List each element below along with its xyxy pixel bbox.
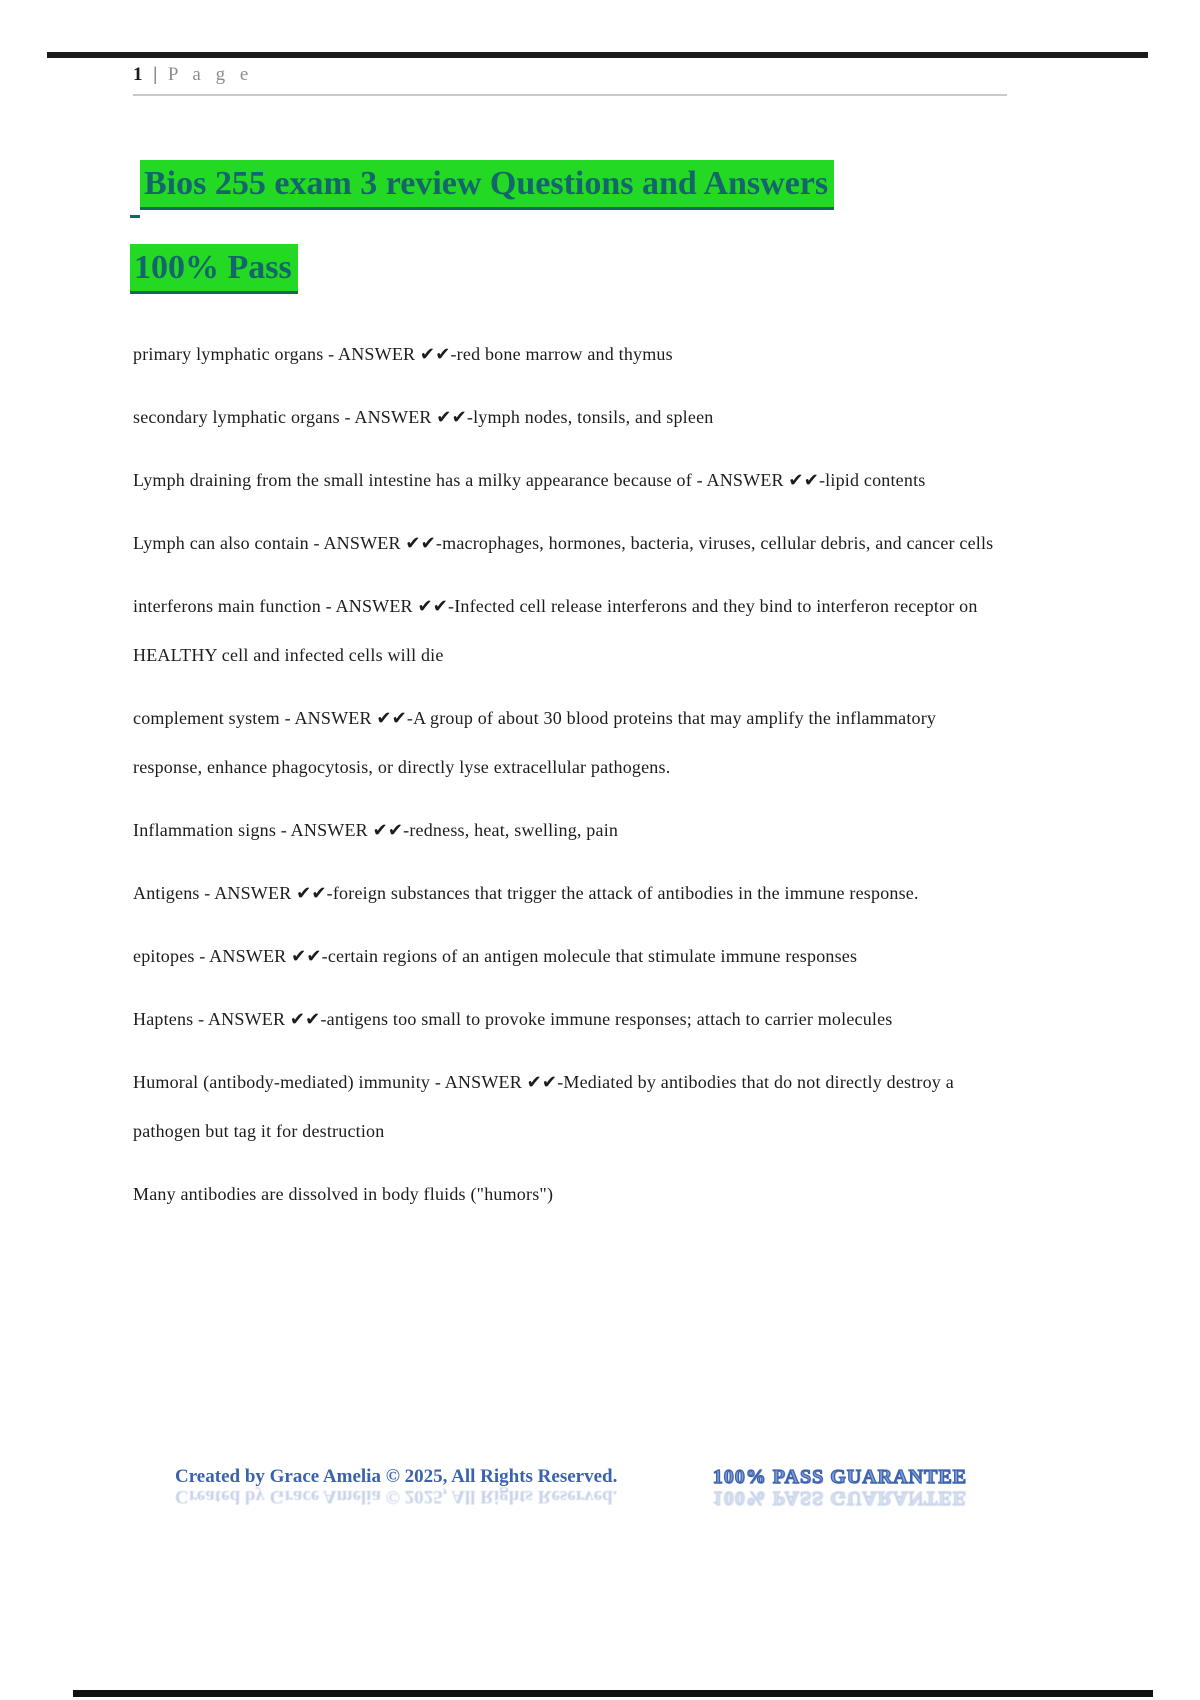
page-number: 1 — [133, 64, 144, 85]
title-line-1-text: Bios 255 exam 3 review Questions and Answers — [140, 160, 834, 210]
qa-item: Inflammation signs - ANSWER ✔✔-redness, heat, swelling, pain — [133, 820, 619, 840]
page-number-separator: | — [153, 64, 159, 85]
qa-item: Many antibodies are dissolved in body fluids ("humors") — [133, 1184, 554, 1204]
top-border-rule — [47, 52, 1148, 58]
bottom-border-rule — [73, 1690, 1153, 1697]
qa-item: Lymph can also contain - ANSWER ✔✔-macrophages, hormones, bacteria, viruses, cellular debris, and cancer cells — [133, 533, 994, 553]
title-line-2-text: 100% Pass — [130, 244, 298, 294]
title-underline-lead — [130, 169, 140, 218]
qa-item: secondary lymphatic organs - ANSWER ✔✔-lymph nodes, tonsils, and spleen — [133, 407, 714, 427]
footer-credit-wrap — [133, 1466, 618, 1507]
qa-item: interferons main function - ANSWER ✔✔-Infected cell release interferons and they bind to interferon receptor on HEALTHY cell and infected cells will die — [133, 596, 978, 665]
footer-credit: Created by Grace Amelia © 2025, All Rights Reserved. — [175, 1466, 618, 1487]
qa-item: Haptens - ANSWER ✔✔-antigens too small to provoke immune responses; attach to carrier molecules — [133, 1009, 893, 1029]
qa-item: Lymph draining from the small intestine has a milky appearance because of - ANSWER ✔✔-lipid contents — [133, 470, 926, 490]
page-footer — [133, 1466, 1007, 1509]
title-line-1 — [130, 150, 1030, 218]
page-label: P a g e — [167, 64, 254, 85]
qa-item: Antigens - ANSWER ✔✔-foreign substances that trigger the attack of antibodies in the immune response. — [133, 883, 919, 903]
footer-guarantee-wrap — [712, 1466, 1007, 1509]
footer-guarantee-reflection: 100% PASS GUARANTEE — [712, 1486, 967, 1509]
qa-content — [133, 330, 1007, 1233]
qa-item: primary lymphatic organs - ANSWER ✔✔-red bone marrow and thymus — [133, 344, 673, 364]
page-number-header — [133, 64, 1007, 96]
footer-guarantee: 100% PASS GUARANTEE — [712, 1466, 967, 1488]
title-line-2 — [130, 234, 1030, 302]
qa-item: epitopes - ANSWER ✔✔-certain regions of an antigen molecule that stimulate immune responses — [133, 946, 858, 966]
document-title — [130, 150, 1030, 302]
qa-item: Humoral (antibody-mediated) immunity - ANSWER ✔✔-Mediated by antibodies that do not directly destroy a pathogen but tag it for destruction — [133, 1072, 954, 1141]
qa-item: complement system - ANSWER ✔✔-A group of about 30 blood proteins that may amplify the inflammatory response, enhance phagocytosis, or directly lyse extracellular pathogens. — [133, 708, 937, 777]
footer-credit-reflection: Created by Grace Amelia © 2025, All Rights Reserved. — [175, 1485, 618, 1507]
